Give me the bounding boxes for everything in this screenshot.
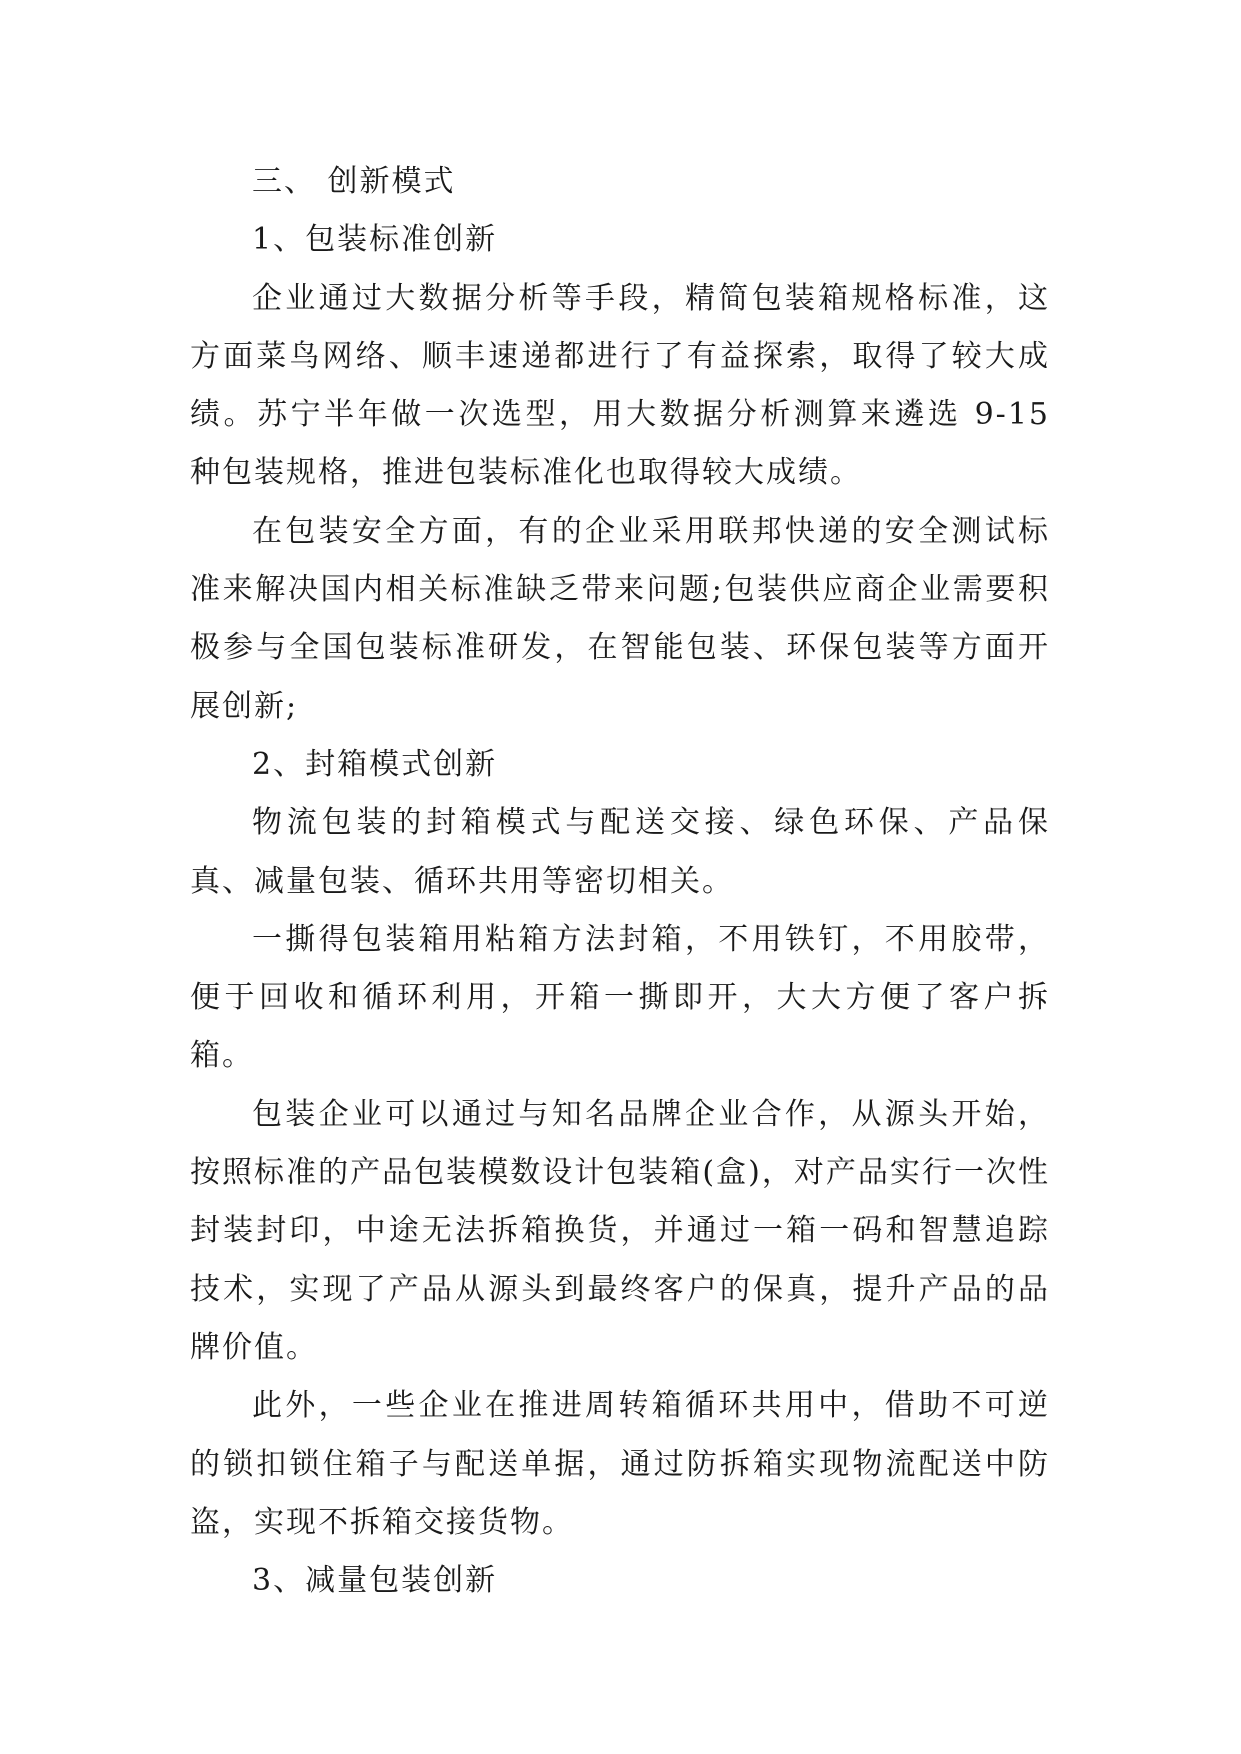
paragraph-2: 在包装安全方面，有的企业采用联邦快递的安全测试标准来解决国内相关标准缺乏带来问题;包装供应商企业需要积极参与全国包装标准研发，在智能包装、环保包装等方面开展创新; — [190, 513, 1050, 724]
subsection-heading-2: 2、封箱模式创新 — [252, 746, 498, 782]
subsection-heading-1: 1、包装标准创新 — [252, 222, 498, 258]
section-heading: 三、 创新模式 — [252, 164, 456, 199]
paragraph-4: 一撕得包装箱用粘箱方法封箱，不用铁钉，不用胶带，便于回收和循环利用，开箱一撕即开，大大方便了客户拆箱。 — [190, 921, 1050, 1074]
paragraph-3: 物流包装的封箱模式与配送交接、绿色环保、产品保真、减量包装、循环共用等密切相关。 — [190, 805, 1050, 899]
document-body — [190, 153, 1050, 1610]
paragraph-1: 企业通过大数据分析等手段，精简包装箱规格标准，这方面菜鸟网络、顺丰速递都进行了有益探索，取得了较大成绩。苏宁半年做一次选型，用大数据分析测算来遴选 9-15 种包装规格，推进包装标准化也取得较大成绩。 — [190, 280, 1050, 491]
subsection-heading-3: 3、减量包装创新 — [252, 1563, 498, 1599]
paragraph-6: 此外，一些企业在推进周转箱循环共用中，借助不可逆的锁扣锁住箱子与配送单据，通过防拆箱实现物流配送中防盗，实现不拆箱交接货物。 — [190, 1388, 1050, 1540]
paragraph-5: 包装企业可以通过与知名品牌企业合作，从源头开始，按照标准的产品包装模数设计包装箱(盒)，对产品实行一次性封装封印，中途无法拆箱换货，并通过一箱一码和智慧追踪技术，实现了产品从源头到最终客户的保真，提升产品的品牌价值。 — [190, 1096, 1050, 1365]
